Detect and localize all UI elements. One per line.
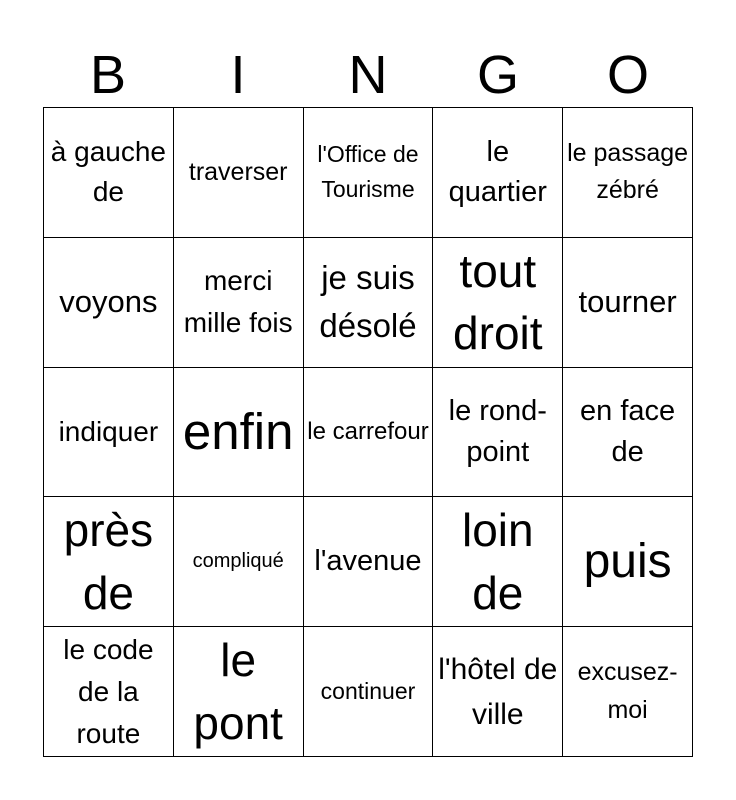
bingo-cell-r2c4: tout droit [433, 238, 563, 368]
bingo-cell-r4c5: puis [563, 497, 693, 627]
bingo-cell-r4c1: près de [44, 497, 174, 627]
bingo-cell-r2c1: voyons [44, 238, 174, 368]
bingo-cell-r1c1: à gauche de [44, 108, 174, 238]
bingo-cell-r5c3: continuer [304, 627, 434, 757]
bingo-cell-r5c2: le pont [174, 627, 304, 757]
bingo-cell-r1c3: l'Office de Tourisme [304, 108, 434, 238]
bingo-cell-r3c3: le carrefour [304, 368, 434, 498]
bingo-cell-r5c1: le code de la route [44, 627, 174, 757]
header-letter-o: O [606, 45, 649, 105]
bingo-cell-r2c2: merci mille fois [174, 238, 304, 368]
header-letter-i: I [230, 45, 246, 105]
bingo-cell-r5c5: excusez-moi [563, 627, 693, 757]
header-letter-b: B [89, 45, 127, 105]
bingo-cell-r2c5: tourner [563, 238, 693, 368]
header-letter-g: G [476, 45, 519, 105]
bingo-cell-r1c4: le quartier [433, 108, 563, 238]
bingo-header [43, 44, 693, 106]
bingo-cell-r3c1: indiquer [44, 368, 174, 498]
bingo-card-grid [43, 107, 693, 757]
bingo-cell-r3c5: en face de [563, 368, 693, 498]
bingo-cell-r5c4: l'hôtel de ville [433, 627, 563, 757]
bingo-cell-r1c2: traverser [174, 108, 304, 238]
bingo-cell-r2c3: je suis désolé [304, 238, 434, 368]
bingo-cell-r3c2: enfin [174, 368, 304, 498]
bingo-cell-r4c2: compliqué [174, 497, 304, 627]
bingo-cell-r3c4: le rond-point [433, 368, 563, 498]
bingo-cell-r1c5: le passage zébré [563, 108, 693, 238]
header-letter-n: N [348, 45, 388, 105]
bingo-cell-r4c3: l'avenue [304, 497, 434, 627]
bingo-cell-r4c4: loin de [433, 497, 563, 627]
